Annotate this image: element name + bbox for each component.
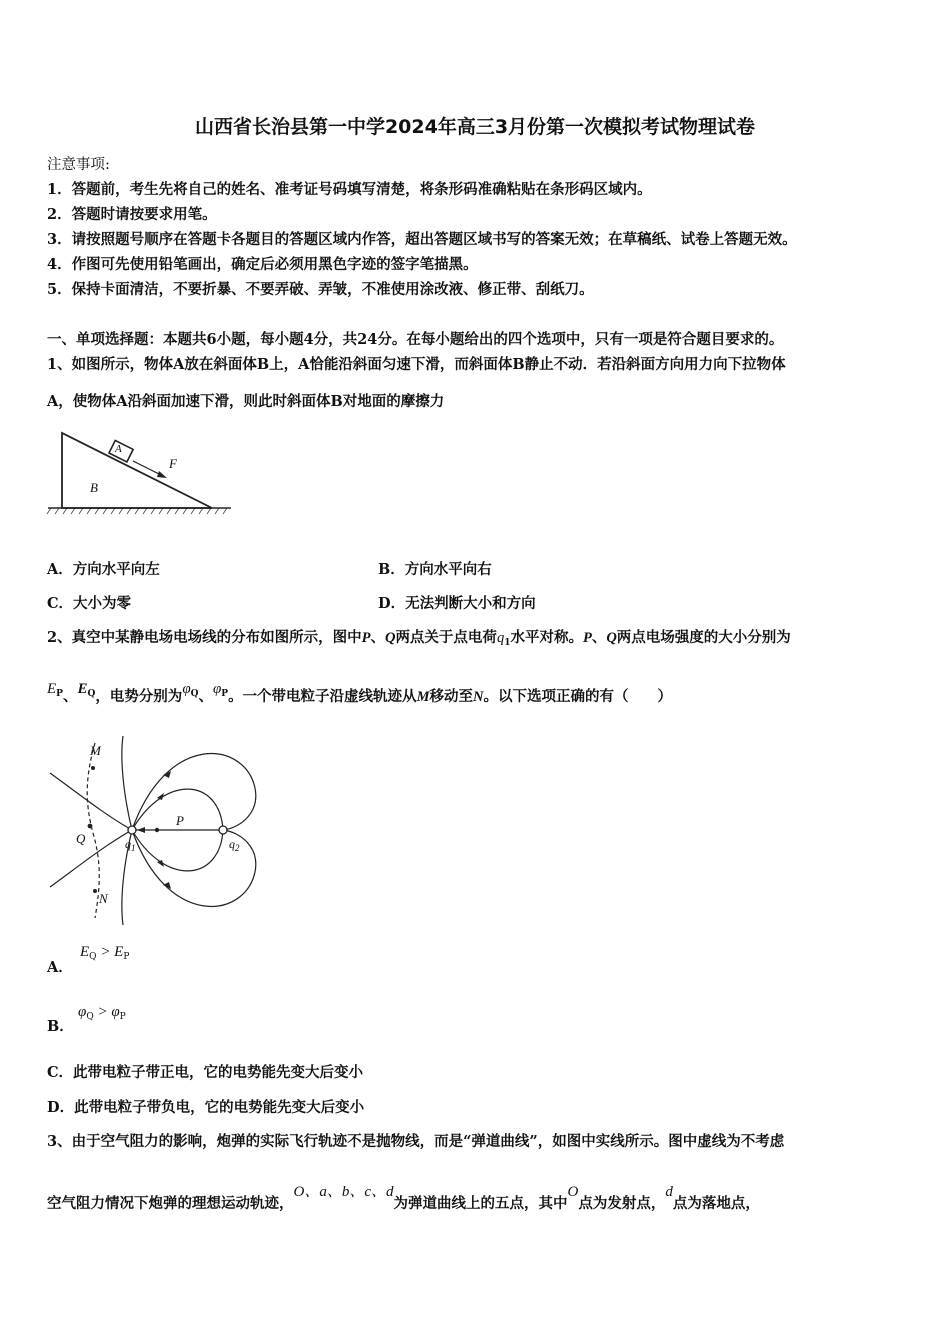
q2-phiP-sub: P bbox=[221, 689, 229, 699]
page-title: 山西省长治县第一中学2024年高三3月份第一次模拟考试物理试卷 bbox=[194, 116, 756, 138]
q2-option-a-sub2: P bbox=[123, 952, 130, 962]
q2-line1 bbox=[47, 626, 791, 648]
q2-field-lines-figure bbox=[45, 733, 270, 928]
q2-option-b-op: > φ bbox=[93, 1004, 120, 1020]
q2-line1-b: 两点关于点电荷 bbox=[395, 629, 497, 646]
notice-item-3: 3．请按照题号顺序在答题卡各题目的答题区域内作答，超出答题区域书写的答案无效；在草稿纸、试卷上答题无效。 bbox=[47, 231, 797, 248]
q2-fig-q2-text: q bbox=[229, 837, 235, 851]
notice-item-5: 5．保持卡面清洁，不要折暴、不要弄破、弄皱，不准使用涂改液、修正带、刮纸刀。 bbox=[47, 281, 594, 298]
q2-line1-sep2: 、 bbox=[591, 629, 607, 646]
q2-fig-q2 bbox=[229, 837, 240, 853]
q2-line1-P: P bbox=[361, 630, 371, 646]
q2-option-b-label: B． bbox=[47, 1018, 74, 1035]
q2-fig-q1 bbox=[125, 837, 136, 853]
q3-line2-b: 为弹道曲线上的五点，其中 bbox=[393, 1195, 568, 1212]
q2-line2-b: 。一个带电粒子沿虚线轨迹从 bbox=[228, 688, 417, 705]
q2-fig-Q: Q bbox=[76, 831, 86, 846]
q3-line2-c: 点为发射点， bbox=[578, 1195, 666, 1212]
q2-line2-d: 。以下选项正确的有（ ） bbox=[483, 688, 672, 705]
q3-line2-d: 点为落地点， bbox=[672, 1195, 760, 1212]
q2-dun1: 、 bbox=[62, 688, 78, 705]
q2-line1-q-sub: 1 bbox=[504, 638, 511, 648]
q1-incline-figure bbox=[45, 425, 235, 520]
q2-line1-sep: 、 bbox=[370, 629, 385, 646]
q2-fig-q1-sub: 1 bbox=[131, 843, 136, 853]
q2-option-c: C．此带电粒子带正电，它的电势能先变大后变小 bbox=[47, 1064, 364, 1081]
q1-option-c: C．大小为零 bbox=[47, 595, 132, 612]
q2-option-a-expr bbox=[80, 942, 129, 962]
q2-option-d: D．此带电粒子带负电，它的电势能先变大后变小 bbox=[47, 1099, 365, 1116]
q2-line2-c: 移动至 bbox=[429, 688, 473, 705]
q2-line1-a: 2、真空中某静电场电场线的分布如图所示，图中 bbox=[47, 629, 362, 646]
notice-item-4: 4．作图可先使用铅笔画出，确定后必须用黑色字迹的签字笔描黑。 bbox=[47, 256, 478, 273]
q2-fig-q1-text: q bbox=[125, 837, 131, 851]
q2-EQ: E bbox=[77, 681, 88, 697]
notice-item-1: 1．答题前，考生先将自己的姓名、准考证号码填写清楚，将条形码准确粘贴在条形码区域内。 bbox=[47, 181, 652, 198]
q2-phiQ-sub: Q bbox=[190, 689, 199, 699]
q1-option-b: B．方向水平向右 bbox=[378, 561, 492, 578]
q3-line2-a: 空气阻力情况下炮弹的理想运动轨迹， bbox=[47, 1195, 294, 1212]
notice-item-2: 2．答题时请按要求用笔。 bbox=[47, 206, 217, 223]
q2-EQ-sub: Q bbox=[87, 689, 96, 699]
section-heading: 一、单项选择题：本题共6小题，每小题4分，共24分。在每小题给出的四个选项中，只有一项是符合题目要求的。 bbox=[47, 331, 784, 348]
q2-EP: E bbox=[47, 681, 57, 697]
q2-option-b-sub1: Q bbox=[86, 1012, 94, 1022]
q2-phiP: φ bbox=[212, 681, 222, 697]
q2-fig-N: N bbox=[99, 891, 108, 906]
q2-line1-c: 水平对称。 bbox=[510, 629, 583, 646]
q3-line1: 3、由于空气阻力的影响，炮弹的实际飞行轨迹不是抛物线，而是“弹道曲线”，如图中实线所示。图中虚线为不考虑 bbox=[47, 1133, 785, 1150]
q2-option-b-phi1: φ bbox=[78, 1004, 87, 1020]
q3-line2 bbox=[47, 1184, 760, 1213]
q2-fig-P: P bbox=[176, 813, 184, 828]
q1-label-F: F bbox=[169, 456, 177, 471]
q2-line1-Q2: Q bbox=[606, 630, 617, 646]
q2-line2-M: M bbox=[416, 689, 430, 705]
q2-phiQ: φ bbox=[182, 681, 191, 697]
q1-option-a: A．方向水平向左 bbox=[47, 561, 160, 578]
q3-d: d bbox=[665, 1184, 673, 1200]
q2-fig-q2-sub: 2 bbox=[235, 843, 240, 853]
q2-line1-d: 两点电场强度的大小分别为 bbox=[616, 629, 791, 646]
q2-option-b-expr bbox=[78, 1002, 126, 1022]
q2-dun2: 、 bbox=[198, 688, 213, 705]
q2-line2-N: N bbox=[472, 689, 484, 705]
q2-line2-a: ，电势分别为 bbox=[95, 688, 183, 705]
q2-fig-M: M bbox=[90, 743, 101, 758]
q2-option-a-sub1: Q bbox=[89, 952, 97, 962]
q1-label-A: A bbox=[115, 443, 122, 455]
q2-EP-sub: P bbox=[56, 689, 63, 699]
notice-heading: 注意事项: bbox=[47, 157, 110, 173]
q3-O: O bbox=[567, 1184, 579, 1200]
q1-label-B: B bbox=[90, 480, 98, 495]
q2-line1-q: q bbox=[496, 630, 505, 646]
q2-option-a-op: > E bbox=[96, 944, 124, 960]
q2-option-a-label: A． bbox=[47, 959, 73, 976]
q1-line1: 1、如图所示，物体A放在斜面体B上，A恰能沿斜面匀速下滑，而斜面体B静止不动．若沿斜面方向用力向下拉物体 bbox=[47, 356, 786, 373]
q2-option-a-E1: E bbox=[80, 944, 90, 960]
q1-line2: A，使物体A沿斜面加速下滑，则此时斜面体B对地面的摩擦力 bbox=[47, 393, 445, 410]
q3-points: O、a、b、c、d bbox=[293, 1184, 394, 1200]
q2-line1-P2: P bbox=[582, 630, 592, 646]
q2-line1-Q: Q bbox=[384, 630, 396, 646]
q2-option-b-sub2: P bbox=[119, 1012, 126, 1022]
q2-line2 bbox=[47, 681, 672, 707]
q1-option-d: D．无法判断大小和方向 bbox=[378, 595, 536, 612]
